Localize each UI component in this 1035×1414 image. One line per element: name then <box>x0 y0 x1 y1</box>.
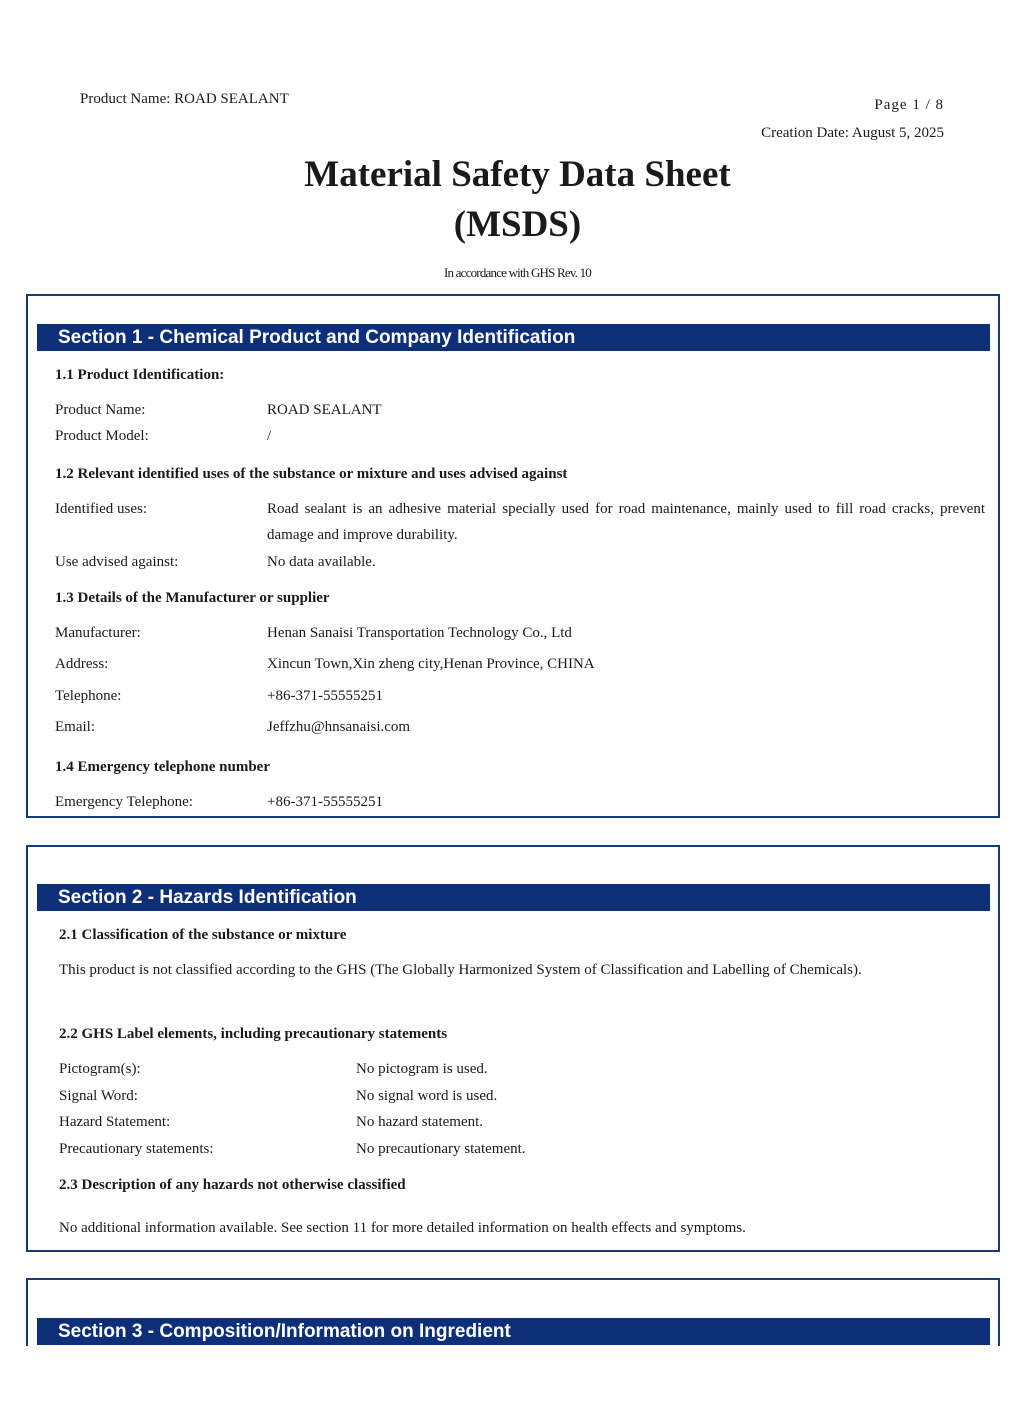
address-label: Address: <box>55 656 109 672</box>
section-1-box <box>26 294 1000 818</box>
subsection-2-2: 2.2 GHS Label elements, including precautionary statements <box>59 1026 448 1042</box>
subsection-1-1: 1.1 Product Identification: <box>55 367 225 383</box>
section-2-title: Section 2 - Hazards Identification <box>37 884 990 911</box>
emergency-telephone-label: Emergency Telephone: <box>55 794 193 810</box>
product-model-value: / <box>267 428 272 444</box>
section-1-title: Section 1 - Chemical Product and Company Identification <box>37 324 990 351</box>
use-advised-against-label: Use advised against: <box>55 554 179 570</box>
use-advised-against-value: No data available. <box>267 554 376 570</box>
hazard-statement-label: Hazard Statement: <box>59 1114 171 1130</box>
telephone-value: +86-371-55555251 <box>267 688 383 704</box>
subsection-2-3: 2.3 Description of any hazards not otherwise classified <box>59 1177 406 1193</box>
signal-word-value: No signal word is used. <box>356 1088 498 1104</box>
section-3-box <box>26 1278 1000 1346</box>
header-product-name: Product Name: ROAD SEALANT <box>80 91 289 107</box>
header-meta <box>761 91 944 147</box>
signal-word-label: Signal Word: <box>59 1088 138 1104</box>
pictogram-label: Pictogram(s): <box>59 1061 141 1077</box>
precautionary-statements-value: No precautionary statement. <box>356 1141 526 1157</box>
subsection-1-4: 1.4 Emergency telephone number <box>55 759 270 775</box>
hazard-statement-value: No hazard statement. <box>356 1114 484 1130</box>
product-model-label: Product Model: <box>55 428 149 444</box>
telephone-label: Telephone: <box>55 688 122 704</box>
product-name-value: ROAD SEALANT <box>267 402 382 418</box>
document-title-line2: (MSDS) <box>453 204 582 245</box>
product-name-label: Product Name: <box>55 402 146 418</box>
subsection-1-3: 1.3 Details of the Manufacturer or supplier <box>55 590 330 606</box>
address-value: Xincun Town,Xin zheng city,Henan Province, CHINA <box>267 656 595 672</box>
creation-date: Creation Date: August 5, 2025 <box>761 125 944 141</box>
manufacturer-value: Henan Sanaisi Transportation Technology Co., Ltd <box>267 625 572 641</box>
precautionary-statements-label: Precautionary statements: <box>59 1141 214 1157</box>
subsection-1-2: 1.2 Relevant identified uses of the substance or mixture and uses advised against <box>55 466 568 482</box>
document-title <box>0 150 1035 250</box>
email-value: Jeffzhu@hnsanaisi.com <box>267 719 411 735</box>
hazards-not-classified-text: No additional information available. See section 11 for more detailed information on health effects and symptoms. <box>59 1220 746 1236</box>
identified-uses-label: Identified uses: <box>55 501 148 517</box>
subsection-2-1: 2.1 Classification of the substance or mixture <box>59 927 347 943</box>
emergency-telephone-value: +86-371-55555251 <box>267 794 383 810</box>
pictogram-value: No pictogram is used. <box>356 1061 488 1077</box>
classification-text: This product is not classified according to the GHS (The Globally Harmonized System of Classification and Labelling of Chemicals). <box>59 962 862 978</box>
document-subtitle: In accordance with GHS Rev. 10 <box>444 265 591 280</box>
page-number: Page 1 / 8 <box>874 97 944 113</box>
identified-uses-value: Road sealant is an adhesive material specially used for road maintenance, mainly used to fill road cracks, prevent damage and improve durability. <box>267 501 985 543</box>
section-2-box <box>26 845 1000 1252</box>
document-title-line1: Material Safety Data Sheet <box>304 154 731 195</box>
section-3-title: Section 3 - Composition/Information on Ingredient <box>37 1318 990 1345</box>
email-label: Email: <box>55 719 95 735</box>
manufacturer-label: Manufacturer: <box>55 625 141 641</box>
